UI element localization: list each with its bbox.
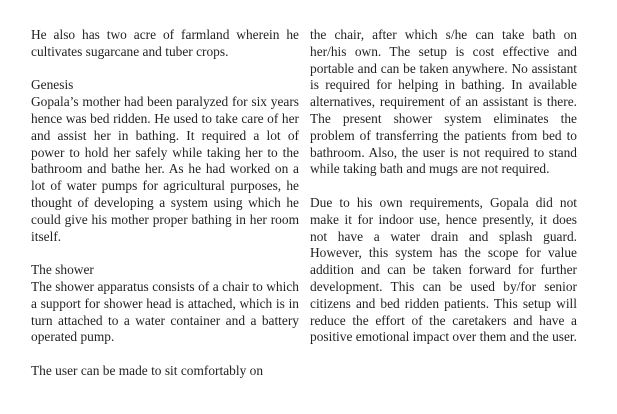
shower-paragraph: The shower apparatus consists of a chair to which a support for shower head is attached, which is in turn attached to a water container and a battery operated pump.: [31, 278, 299, 345]
left-column: [31, 27, 299, 397]
genesis-section: [31, 77, 299, 245]
genesis-paragraph: Gopala’s mother had been paralyzed for six years hence was bed ridden. He used to take care of her and assist her in bathing. It required a lot of power to hold her safely while taking her to the bathroom and bathe her. As he had worked on a lot of water pumps for agricultural purposes, he thought of developing a system using which he could give his mother proper bathing in her room itself.: [31, 94, 299, 244]
shower-heading: The shower: [31, 262, 94, 278]
future-scope-paragraph: Due to his own requirements, Gopala did not make it for indoor use, hence presently, it does not have a water drain and splash guard. However, this system has the scope for value addition and can be taken forward for further development. This can be used by/for senior citizens and bed ridden patients. This setup will reduce the effort of the caretakers and have a positive emotional impact over them and the user.: [310, 194, 578, 345]
continuation-paragraph: the chair, after which s/he can take bath on her/his own. The setup is cost effective and portable and can be taken anywhere. No assistant is required for helping in bathing. In available alternatives, requirement of an assistant is there. The present shower system eliminates the problem of transferring the patients from bed to bathroom. Also, the user is not required to stand while taking bath and mugs are not required.: [310, 27, 577, 177]
shower-section: [31, 262, 299, 346]
continued-paragraph: The user can be made to sit comfortably on: [31, 362, 264, 378]
right-column: [310, 27, 577, 363]
intro-paragraph: He also has two acre of farmland wherein he cultivates sugarcane and tuber crops.: [31, 27, 299, 59]
genesis-heading: Genesis: [31, 77, 74, 93]
